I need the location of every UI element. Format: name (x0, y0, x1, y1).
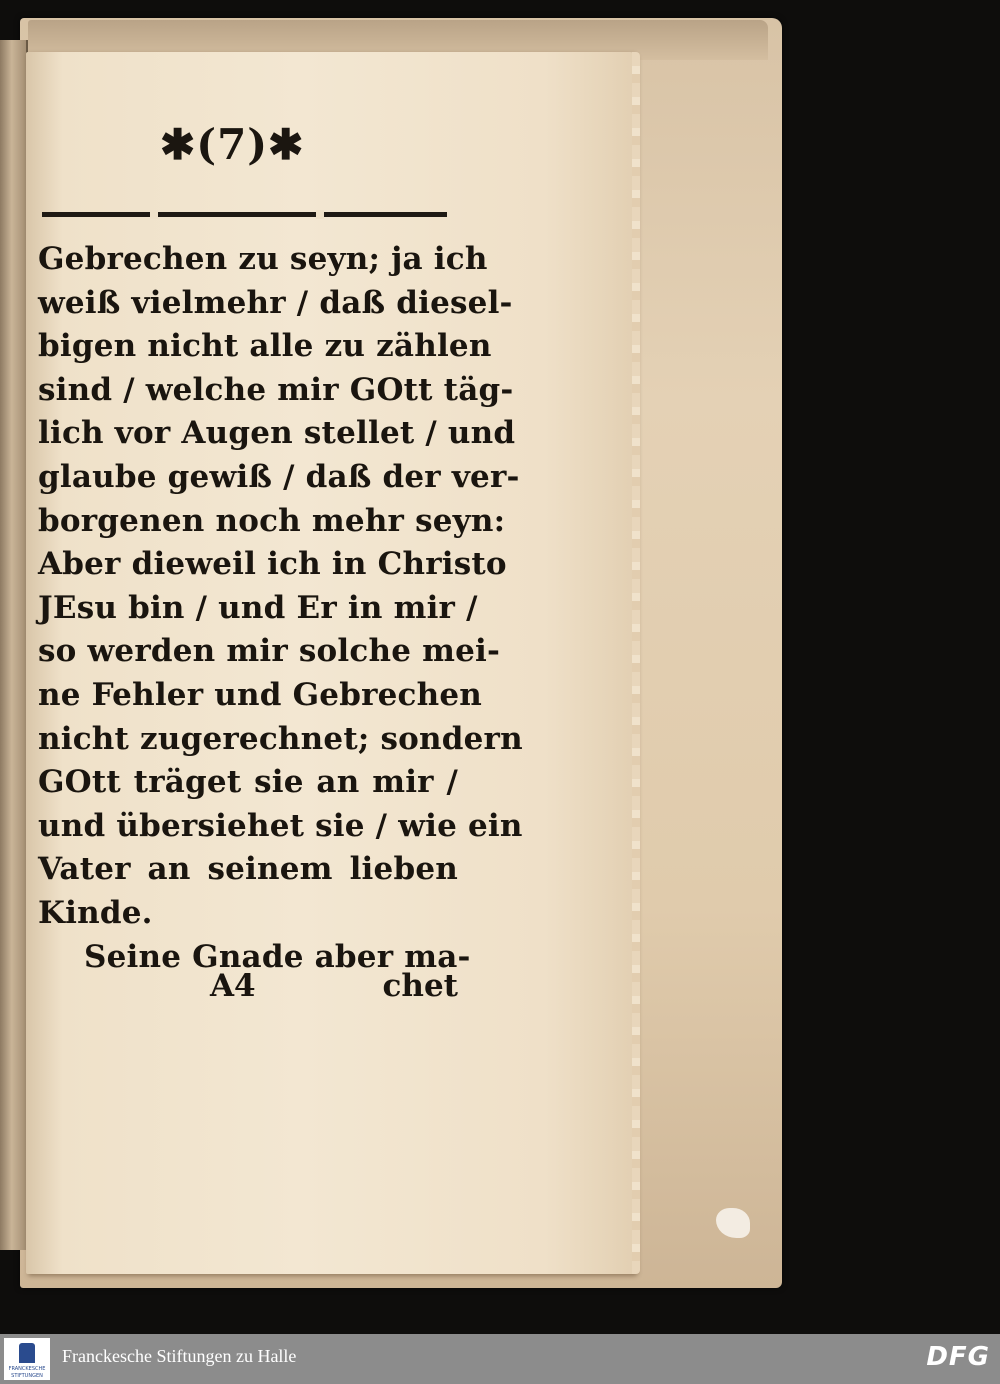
institution-logo (4, 1338, 50, 1380)
body-text (38, 238, 523, 979)
text-line: bigen nicht alle zu zählen (38, 328, 492, 365)
rule-gap (316, 210, 324, 219)
header-rule (42, 212, 447, 217)
signature-line (38, 968, 458, 1012)
text-line: nicht zugerechnet; sondern (38, 720, 523, 757)
text-line: Gebrechen zu seyn; ja ich (38, 241, 488, 277)
text-line: Aber dieweil ich in Christo (38, 546, 507, 583)
rule-gap (150, 210, 158, 219)
text-line: weiß vielmehr / daß diesel- (38, 284, 513, 321)
text-line: borgenen noch mehr seyn: (38, 502, 506, 539)
dfg-logo: DFG (926, 1342, 990, 1372)
text-line: glaube gewiß / daß der ver- (38, 458, 520, 495)
text-line: ne Fehler und Gebrechen (38, 676, 483, 713)
page-header: ✱(7)✱ (160, 120, 305, 169)
text-line: und übersiehet sie / wie ein (38, 807, 523, 844)
text-line: Seine Gnade aber ma- (84, 938, 471, 975)
building-icon (19, 1343, 35, 1363)
text-line: sind / welche mir GOtt täg- (38, 371, 514, 408)
text-line: Kinde. (38, 894, 153, 931)
logo-text: FRANCKESCHE (8, 1366, 46, 1372)
text-line: so werden mir solche mei- (38, 633, 501, 670)
text-line: lich vor Augen stellet / und (38, 415, 516, 452)
left-page-edge (0, 40, 28, 1250)
catchword: chet (382, 968, 458, 1004)
institution-name: Franckesche Stiftungen zu Halle (62, 1346, 297, 1366)
signature-mark: A4 (210, 968, 256, 1004)
text-line: JEsu bin / und Er in mir / (38, 589, 478, 626)
text-line: Vater an seinem lieben (38, 851, 458, 888)
footer-bar (0, 1334, 1000, 1384)
text-line: GOtt träget sie an mir / (38, 764, 458, 801)
logo-text: STIFTUNGEN (11, 1373, 43, 1379)
